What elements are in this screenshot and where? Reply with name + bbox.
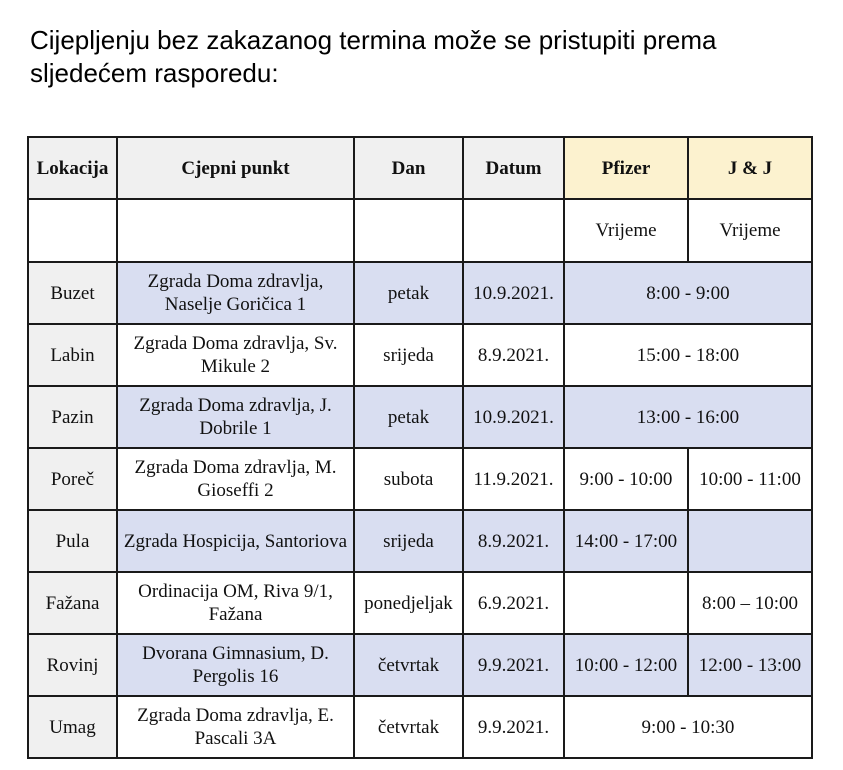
header-cjepni-punkt: Cjepni punkt [117,137,354,199]
header-lokacija: Lokacija [28,137,117,199]
cell-vrijeme: 15:00 - 18:00 [564,324,812,386]
header-datum: Datum [463,137,564,199]
table-row [28,386,812,448]
cell-punkt: Zgrada Doma zdravlja, Sv. Mikule 2 [117,324,354,386]
subheader-empty [28,199,117,262]
cell-pfizer-time [564,572,688,634]
table-row [28,572,812,634]
cell-datum: 9.9.2021. [463,696,564,758]
subheader-jj-time: Vrijeme [688,199,812,262]
table-row [28,324,812,386]
cell-pfizer-time: 9:00 - 10:00 [564,448,688,510]
cell-lokacija: Pazin [28,386,117,448]
cell-datum: 6.9.2021. [463,572,564,634]
cell-dan: četvrtak [354,696,463,758]
cell-lokacija: Pula [28,510,117,572]
cell-lokacija: Poreč [28,448,117,510]
header-jj: J & J [688,137,812,199]
cell-dan: srijeda [354,510,463,572]
table-row [28,510,812,572]
cell-pfizer-time: 10:00 - 12:00 [564,634,688,696]
cell-jj-time: 10:00 - 11:00 [688,448,812,510]
table-row [28,262,812,324]
cell-dan: ponedjeljak [354,572,463,634]
subheader-row [28,199,812,262]
cell-dan: petak [354,386,463,448]
cell-punkt: Zgrada Hospicija, Santoriova [117,510,354,572]
subheader-empty [117,199,354,262]
subheader-empty [354,199,463,262]
cell-lokacija: Labin [28,324,117,386]
cell-punkt: Dvorana Gimnasium, D. Pergolis 16 [117,634,354,696]
table-row [28,448,812,510]
table-row [28,696,812,758]
cell-vrijeme: 8:00 - 9:00 [564,262,812,324]
cell-datum: 8.9.2021. [463,324,564,386]
cell-lokacija: Rovinj [28,634,117,696]
cell-lokacija: Buzet [28,262,117,324]
page-heading: Cijepljenju bez zakazanog termina može se pristupiti prema sljedećem rasporedu: [30,25,717,88]
subheader-pfizer-time: Vrijeme [564,199,688,262]
cell-jj-time: 12:00 - 13:00 [688,634,812,696]
subheader-empty [463,199,564,262]
cell-dan: petak [354,262,463,324]
header-row [28,137,812,199]
cell-dan: srijeda [354,324,463,386]
cell-pfizer-time: 14:00 - 17:00 [564,510,688,572]
cell-punkt: Ordinacija OM, Riva 9/1, Fažana [117,572,354,634]
cell-punkt: Zgrada Doma zdravlja, Naselje Goričica 1 [117,262,354,324]
table-row [28,634,812,696]
cell-datum: 10.9.2021. [463,386,564,448]
header-dan: Dan [354,137,463,199]
cell-punkt: Zgrada Doma zdravlja, M. Gioseffi 2 [117,448,354,510]
cell-datum: 11.9.2021. [463,448,564,510]
cell-datum: 10.9.2021. [463,262,564,324]
cell-punkt: Zgrada Doma zdravlja, J. Dobrile 1 [117,386,354,448]
cell-dan: subota [354,448,463,510]
header-pfizer: Pfizer [564,137,688,199]
cell-jj-time [688,510,812,572]
cell-dan: četvrtak [354,634,463,696]
cell-datum: 9.9.2021. [463,634,564,696]
cell-lokacija: Umag [28,696,117,758]
cell-vrijeme: 9:00 - 10:30 [564,696,812,758]
cell-datum: 8.9.2021. [463,510,564,572]
cell-punkt: Zgrada Doma zdravlja, E. Pascali 3A [117,696,354,758]
cell-lokacija: Fažana [28,572,117,634]
vaccination-schedule-table [27,136,813,759]
cell-vrijeme: 13:00 - 16:00 [564,386,812,448]
cell-jj-time: 8:00 – 10:00 [688,572,812,634]
